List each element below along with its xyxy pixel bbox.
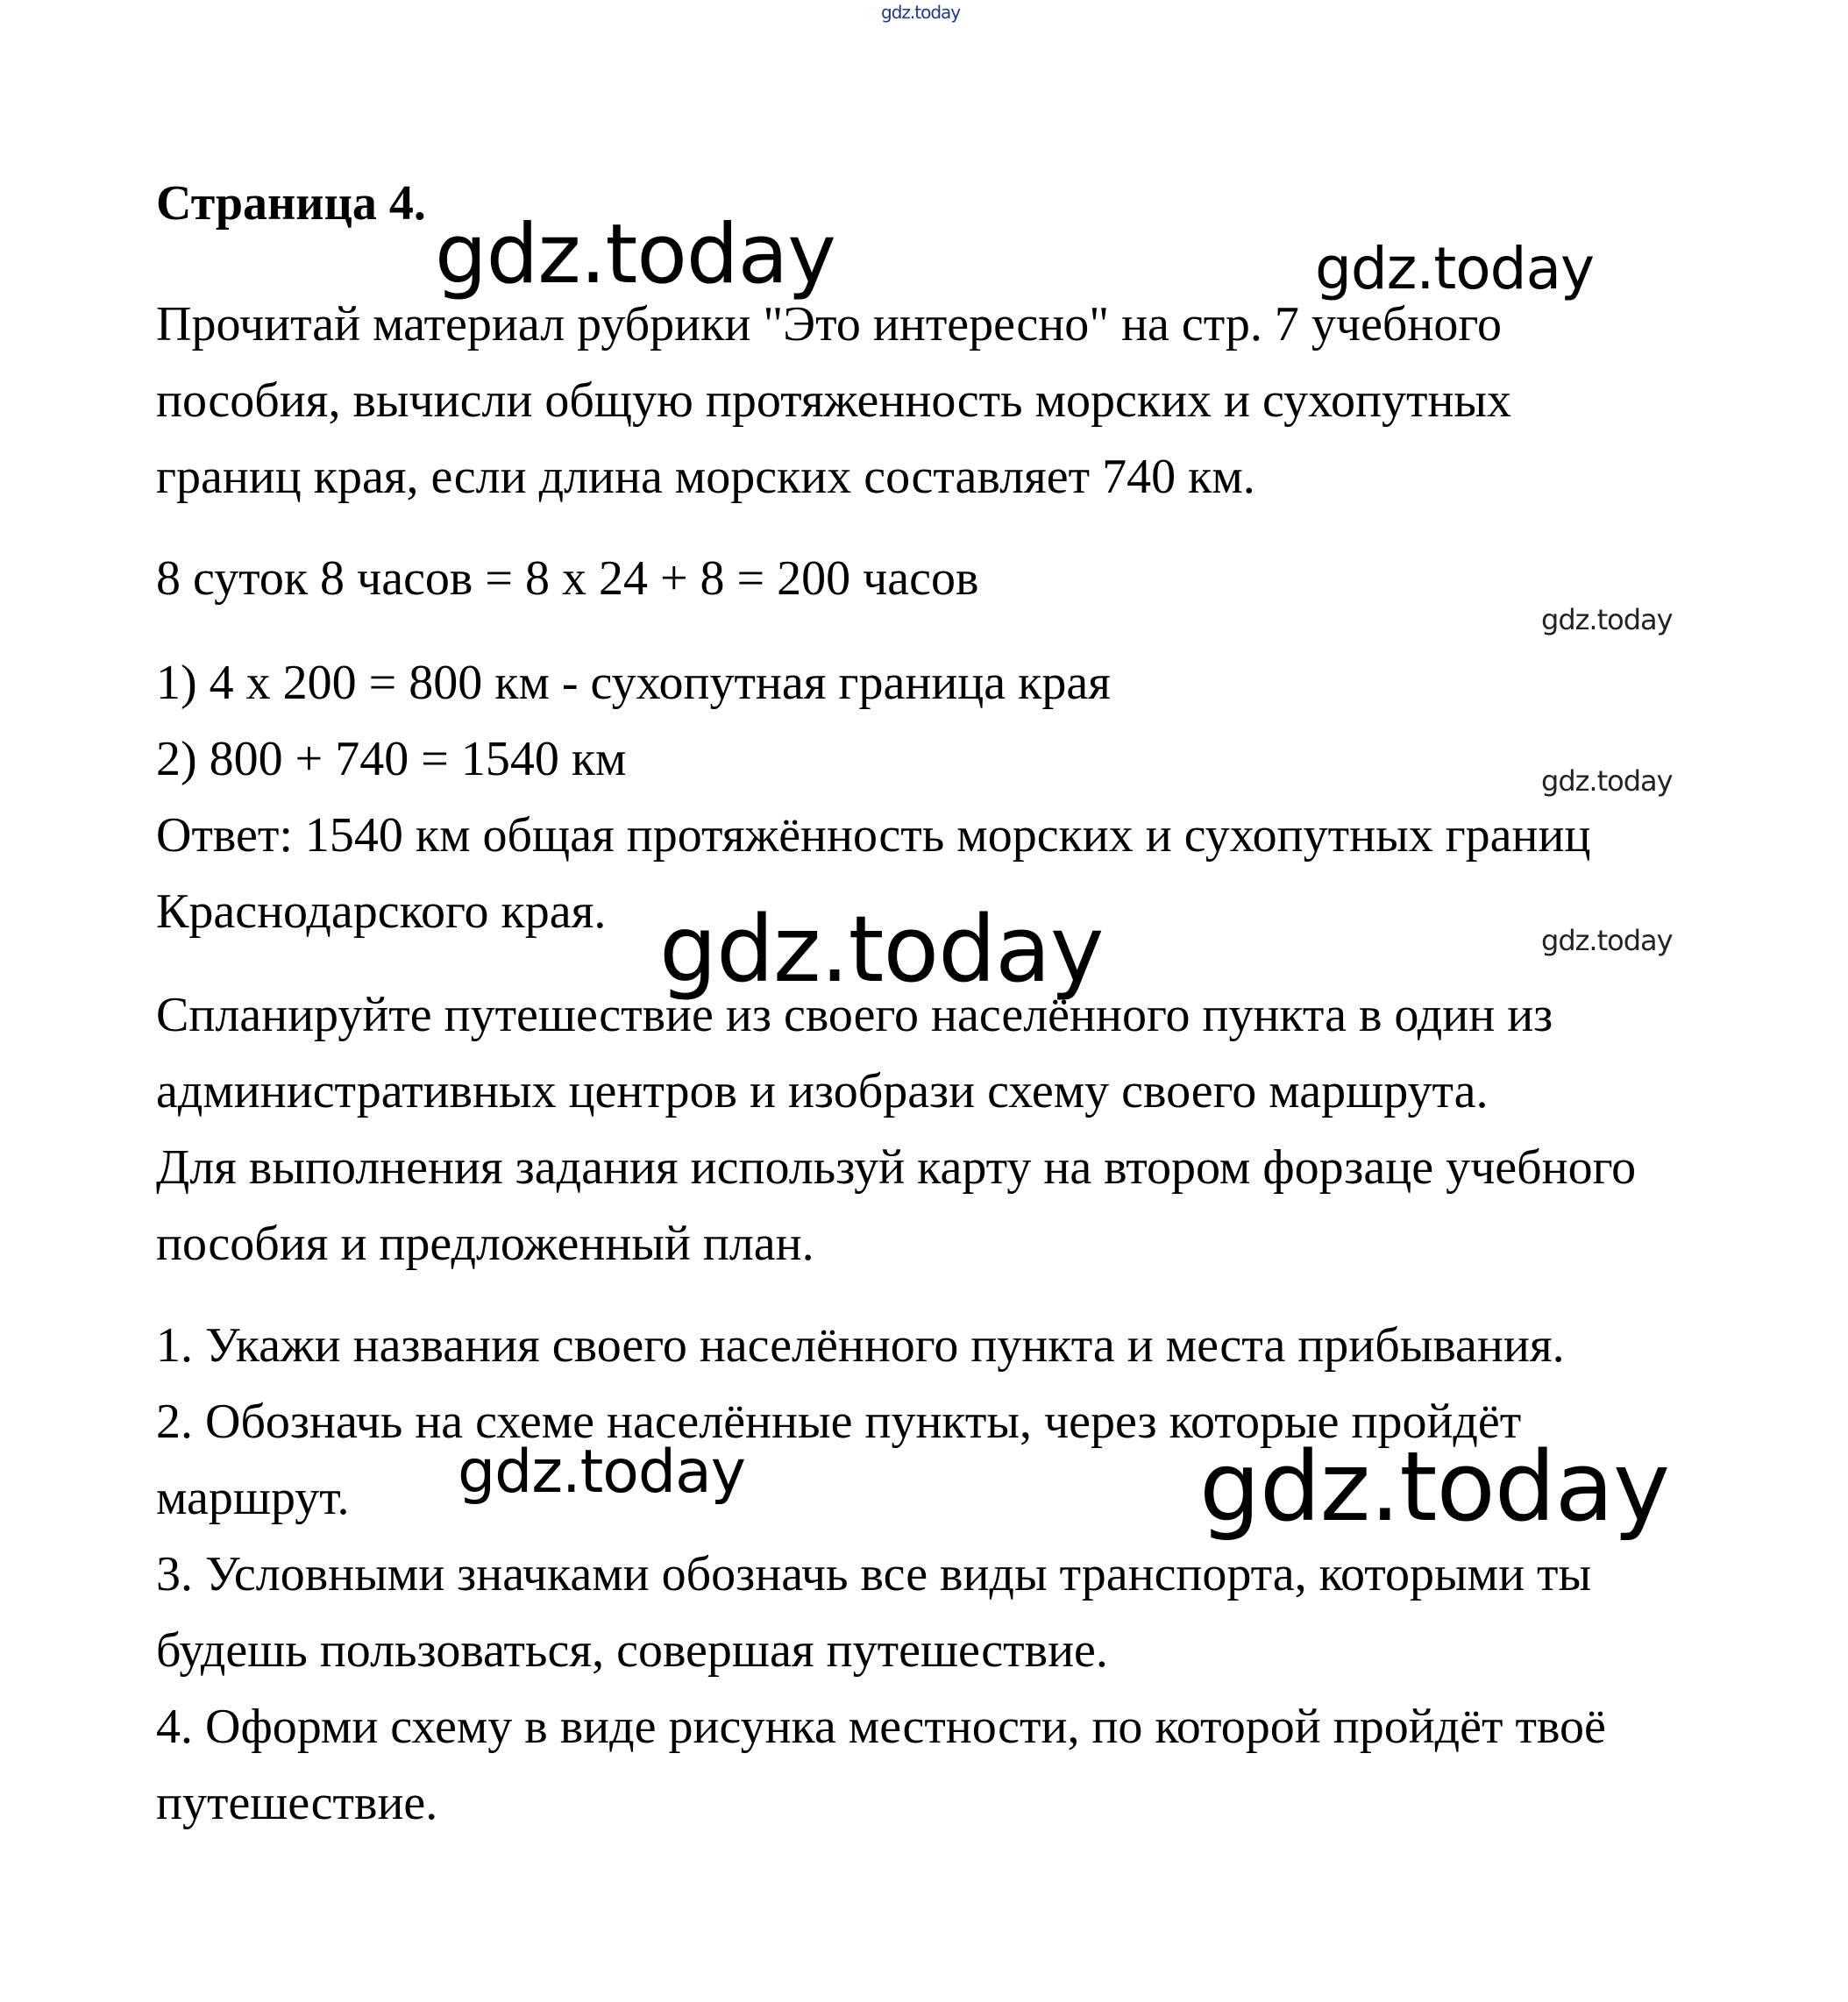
answer-line-2: Краснодарского края. xyxy=(156,884,607,939)
task2-line-4: пособия и предложенный план. xyxy=(156,1217,814,1271)
plan-line-1: 1. Укажи названия своего населённого пункта и места прибывания. xyxy=(156,1318,1565,1373)
plan-line-6: 4. Оформи схему в виде рисунка местности, по которой пройдёт твоё xyxy=(156,1700,1606,1754)
plan-line-5: будешь пользоваться, совершая путешествие. xyxy=(156,1623,1108,1678)
watermark-medium-1: gdz.today xyxy=(1315,235,1595,302)
watermark-medium-2: gdz.today xyxy=(458,1438,745,1507)
task2-line-2: административных центров и изобрази схему своего маршрута. xyxy=(156,1064,1489,1118)
page-heading: Страница 4. xyxy=(156,176,426,231)
solution-step-1: 1) 4 х 200 = 800 км - сухопутная граница края xyxy=(156,656,1111,710)
watermark-large-2: gdz.today xyxy=(659,896,1104,1003)
plan-line-3: маршрут. xyxy=(156,1471,350,1525)
watermark-large-1: gdz.today xyxy=(435,207,835,302)
task2-line-3: Для выполнения задания используй карту на втором форзаце учебного xyxy=(156,1140,1637,1195)
plan-line-4: 3. Условными значками обозначь все виды транспорта, которыми ты xyxy=(156,1547,1592,1601)
watermark-top: gdz.today xyxy=(881,2,961,23)
task1-line-2: пособия, вычисли общую протяженность морских и сухопутных xyxy=(156,373,1512,428)
watermark-small-2: gdz.today xyxy=(1541,764,1673,798)
watermark-large-3: gdz.today xyxy=(1199,1431,1670,1543)
plan-line-7: путешествие. xyxy=(156,1776,438,1830)
solution-conversion: 8 суток 8 часов = 8 х 24 + 8 = 200 часов xyxy=(156,551,979,606)
watermark-small-1: gdz.today xyxy=(1541,603,1673,636)
watermark-small-3: gdz.today xyxy=(1541,924,1673,957)
plan-line-2: 2. Обозначь на схеме населённые пункты, через которые пройдёт xyxy=(156,1395,1522,1449)
task1-line-3: границ края, если длина морских составляет 740 км. xyxy=(156,450,1255,504)
solution-step-2: 2) 800 + 740 = 1540 км xyxy=(156,732,627,786)
task1-line-1: Прочитай материал рубрики "Это интересно" на стр. 7 учебного xyxy=(156,297,1502,351)
answer-line-1: Ответ: 1540 км общая протяжённость морских и сухопутных границ xyxy=(156,808,1591,863)
task2-line-1: Спланируйте путешествие из своего населённого пункта в один из xyxy=(156,988,1553,1042)
